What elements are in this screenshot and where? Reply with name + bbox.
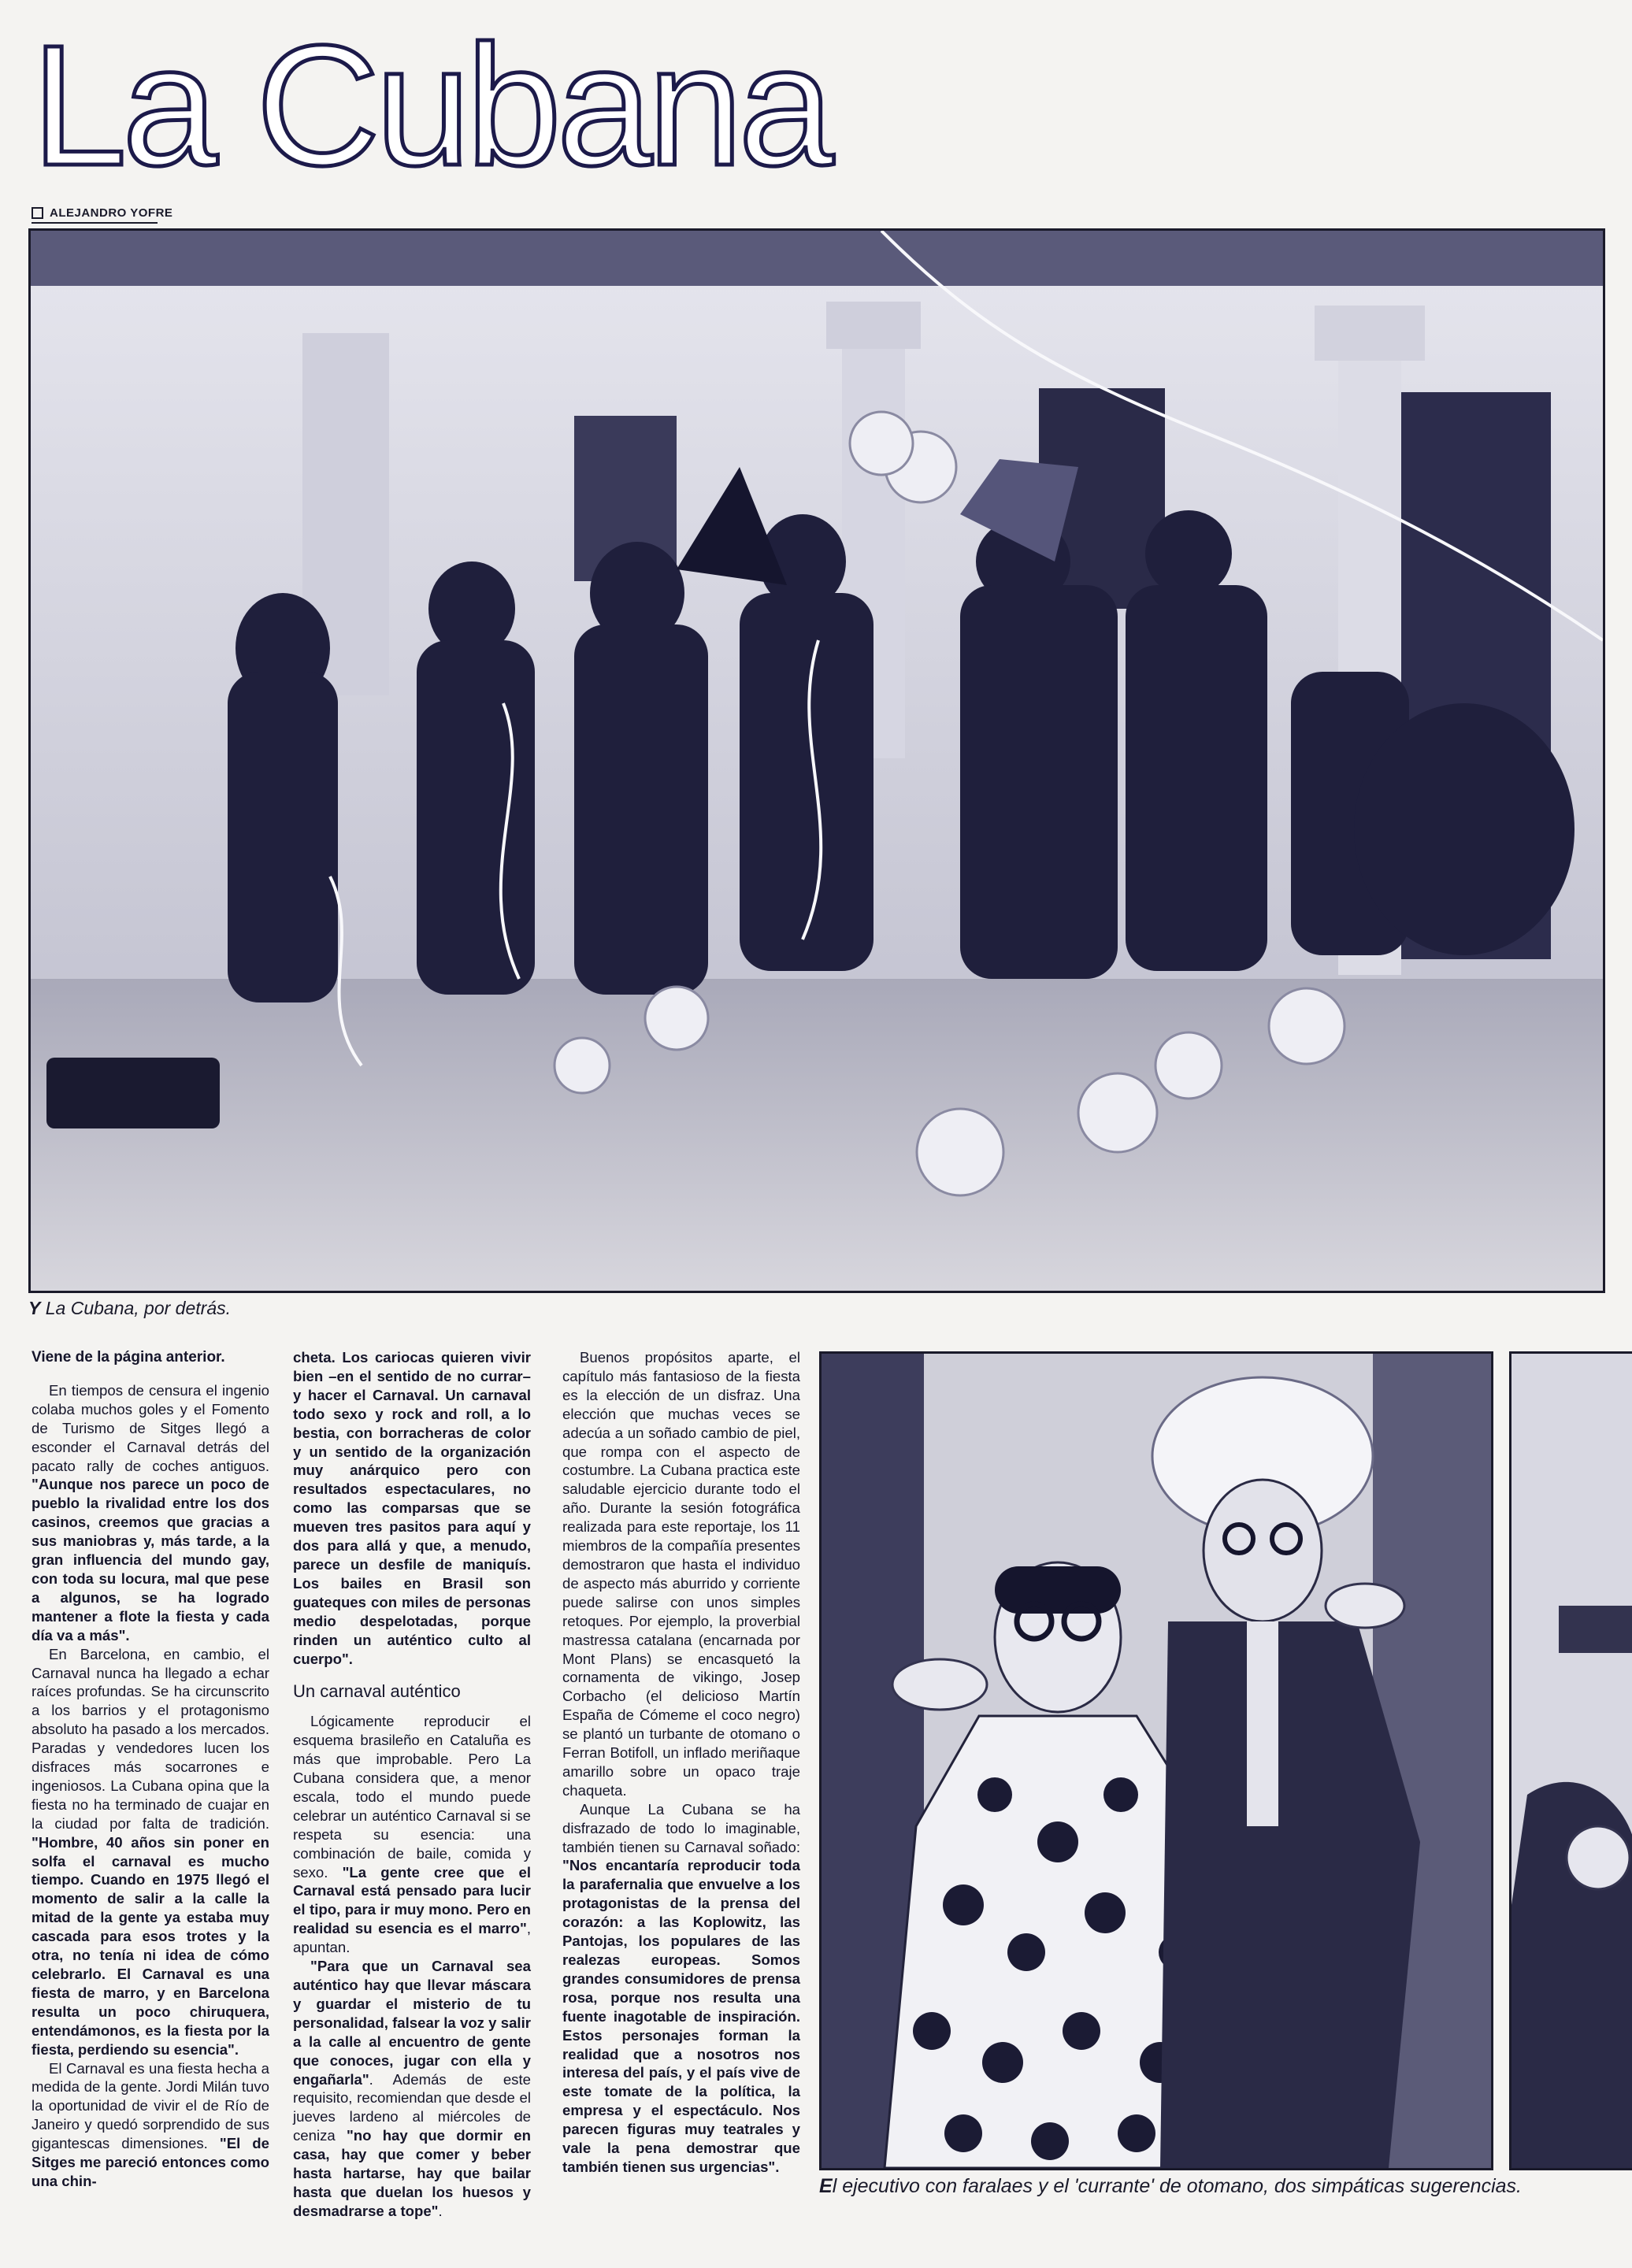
second-caption-initial: E bbox=[819, 2175, 833, 2197]
second-photo-image bbox=[822, 1354, 1491, 2168]
article-column-3 bbox=[562, 1348, 800, 2177]
byline-square-icon bbox=[32, 207, 43, 219]
paragraph-quote: "Aunque nos parece un poco de pueblo la rivalidad entre los dos casinos, creemos que gracias a sus maniobras y, más tarde, a la gran influencia del mundo gay, con toda su locura, mal que pese a algunos, se ha logrado mantener a flote la fiesta y cada día va a más". bbox=[32, 1476, 269, 1644]
paragraph bbox=[293, 1712, 531, 1957]
paragraph bbox=[32, 1645, 269, 2059]
article-column-1 bbox=[32, 1348, 269, 2191]
paragraph bbox=[293, 1957, 531, 2221]
paragraph-quote: "Para que un Carnaval sea auténtico hay que llevar máscara y guardar el misterio de tu personalidad, falsear la voz y salir a la calle al encuentro de gente que conoces, jugar con ella y engañarla" bbox=[293, 1958, 531, 2088]
headline: La Cubana bbox=[32, 10, 829, 202]
main-caption-initial: Y bbox=[28, 1298, 41, 1318]
paragraph bbox=[32, 2059, 269, 2191]
third-photo bbox=[1509, 1351, 1632, 2170]
second-photo bbox=[819, 1351, 1493, 2170]
main-photo-image bbox=[31, 231, 1603, 1291]
second-caption-text: l ejecutivo con faralaes y el 'currante' de otomano, dos simpáticas sugerencias. bbox=[832, 2175, 1522, 2197]
paragraph-text: En Barcelona, en cambio, el Carnaval nunca ha llegado a echar raíces profundas. Se ha circunscrito a los barrios y el protagonismo absoluto ha pasado a los mercados. Paradas y vendedores lucen los disfraces más socarrones e ingeniosos. La Cubana opina que la fiesta no ha terminado de cuajar en la ciudad por falta de tradición. bbox=[32, 1645, 269, 1832]
paragraph bbox=[32, 1381, 269, 1645]
article-lead: Viene de la página anterior. bbox=[32, 1349, 225, 1366]
main-photo bbox=[28, 228, 1605, 1293]
byline bbox=[32, 206, 172, 220]
paragraph-continued: cheta. Los cariocas quieren vivir bien –en el sentido de no currar– y hacer el Carnaval. Un carnaval todo sexo y rock and roll, a lo bestia, con borracheras de color y un sentido de la organización muy anárquico pero con resultados espectaculares, no como las comparsas que se mueven tres pasitos para aquí y dos para allá y que, a menudo, parece un desfile de maniquís. Los bailes en Brasil son guateques con miles de personas medio despelotadas, porque rinden un auténtico culto al cuerpo". bbox=[293, 1349, 531, 1667]
paragraph-text: . bbox=[438, 2202, 443, 2219]
main-caption-text: La Cubana, por detrás. bbox=[40, 1298, 232, 1318]
paragraph-text: El Carnaval es una fiesta hecha a medida de la gente. Jordi Milán tuvo la oportunidad de vivir el de Río de Janeiro y quedó sorprendido de sus gigantescas dimensiones. bbox=[32, 2059, 269, 2152]
paragraph-text: En tiempos de censura el ingenio colaba muchos goles y el Fomento de Turismo de Sitges llegó a esconder el Carnaval detrás del pacato rally de coches antiguos. bbox=[32, 1381, 269, 1474]
byline-author: ALEJANDRO YOFRE bbox=[50, 206, 173, 220]
paragraph-quote: "La gente cree que el Carnaval está pensado para lucir el tipo, para ir muy mono. Pero en realidad su esencia es el marro" bbox=[293, 1863, 532, 1937]
paragraph-text: , apuntan. bbox=[293, 1920, 531, 1956]
paragraph-quote: "no hay que dormir en casa, hay que comer y beber hasta hartarse, hay que bailar hasta que duelan los huesos y desmadrarse a tope" bbox=[293, 2127, 531, 2219]
paragraph-text: . Además de este requisito, recomiendan que desde el jueves lardeno al miércoles de ceniza bbox=[293, 2070, 531, 2144]
paragraph-quote: "El de Sitges me pareció entonces como una chin- bbox=[32, 2135, 269, 2189]
article-column-2 bbox=[293, 1348, 531, 2221]
main-photo-caption bbox=[28, 1298, 231, 1319]
third-photo-image bbox=[1511, 1354, 1632, 2168]
subheading: Un carnaval auténtico bbox=[293, 1681, 461, 1702]
paragraph-text: Lógicamente reproducir el esquema brasileño en Cataluña es más que improbable. Pero La Cubana considera que, a menor escala, todo el mundo puede celebrar un auténtico Carnaval si se respeta su esencia: una combinación de baile, comida y sexo. bbox=[293, 1713, 531, 1881]
paragraph-quote: "Hombre, 40 años sin poner en solfa el carnaval es mucho tiempo. Cuando en 1975 llegó el momento de salir a la calle la mitad de la gente ya estaba muy cascada para esos trotes y la otra, no tenía ni idea de cómo celebrarlo. El Carnaval es una fiesta de marro, y en Barcelona resulta un poco chiruquera, entendámonos, es la fiesta por la fiesta, perdiendo su esencia". bbox=[32, 1833, 269, 2058]
second-photo-caption bbox=[819, 2175, 1522, 2198]
byline-rule bbox=[32, 222, 158, 224]
paragraph: Buenos propósitos aparte, el capítulo más fantasioso de la fiesta es la elección de un disfraz. Una elección que muchas veces se adecúa a un soñado cambio de piel, que rompa con el aspecto de costumbre. La Cubana practica este saludable ejercicio durante todo el año. Durante la sesión fotográfica realizada para este reportaje, los 11 miembros de la compañía presentes demostraron que hasta el individuo de aspecto más aburrido y corriente puede salirse con unos simples retoques. Por ejemplo, la proverbial mastressa catalana (encarnada por Mont Plans) se encasquetó la cornamenta de vikingo, Josep Corbacho (el delicioso Martín España de Cómeme el coco negro) se plantó un turbante de otomano o Ferran Botifoll, un inflado meriñaque amarillo sobre un opaco traje chaqueta. bbox=[562, 1349, 800, 1799]
paragraph bbox=[562, 1800, 800, 2177]
paragraph-text: Aunque La Cubana se ha disfrazado de todo lo imaginable, también tienen su Carnaval soñado: bbox=[562, 1800, 800, 1855]
paragraph-quote: "Nos encantaría reproducir toda la parafernalia que envuelve a los protagonistas de la prensa del corazón: a las Koplowitz, las Pantojas, los populares de las realezas europeas. Somos grandes consumidores de prensa rosa, porque nos resulta una fuente inagotable de inspiración. Estos personajes forman la realidad que a nosotros nos interesa del país, y el país vive de este tomate de la política, la empresa y el espectáculo. Nos parecen figuras muy teatrales y vale la pena demostrar que también tienen sus urgencias". bbox=[562, 1857, 800, 2175]
